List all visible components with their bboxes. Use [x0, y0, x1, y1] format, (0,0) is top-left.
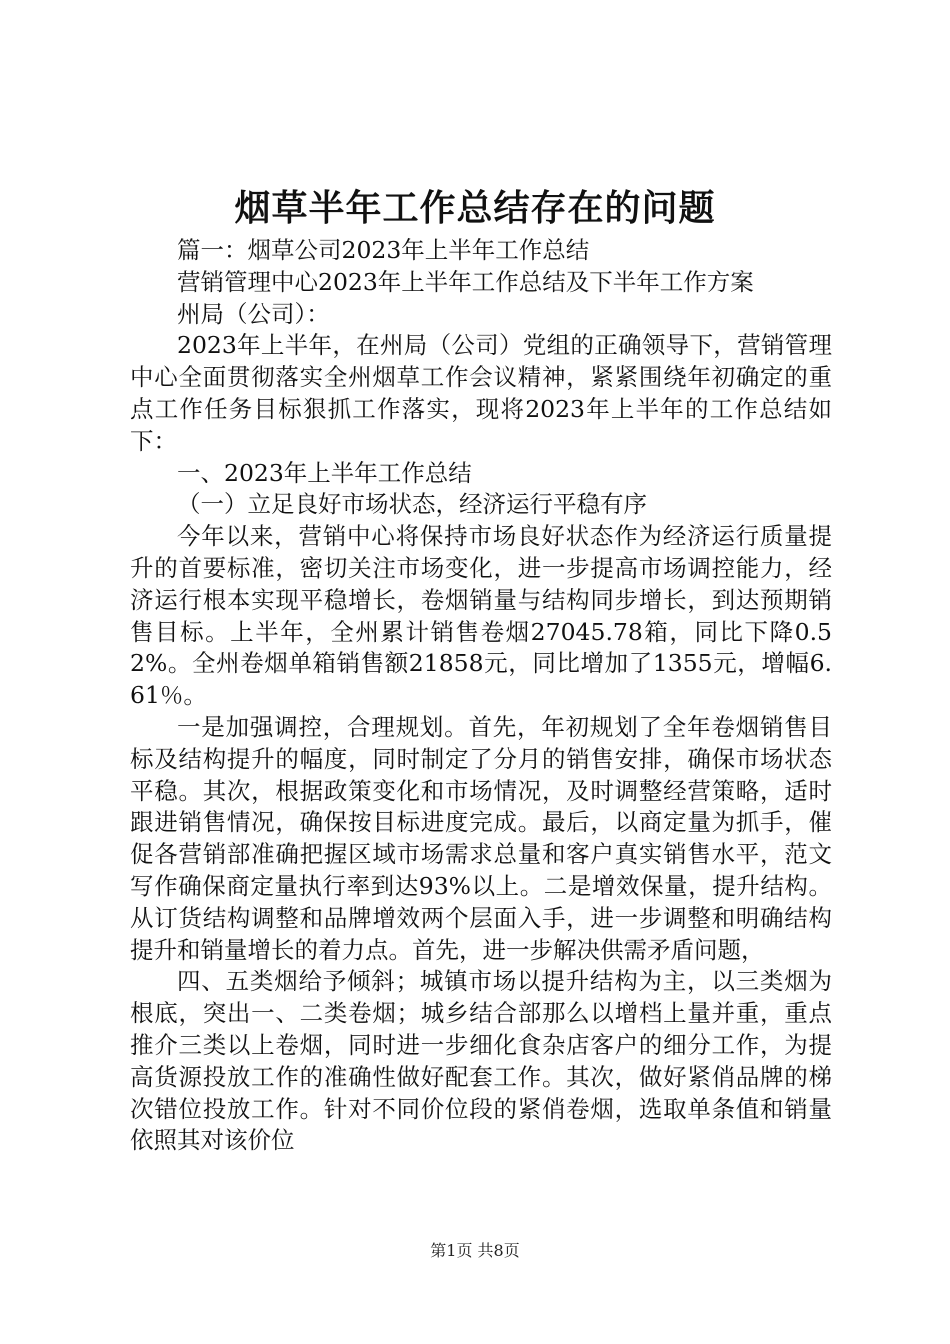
paragraph-intro: 2023年上半年，在州局（公司）党组的正确领导下，营销管理中心全面贯彻落实全州烟草工作会议精神，紧紧围绕年初确定的重点工作任务目标狠抓工作落实，现将2023年上半年的工作总结如下：	[130, 331, 832, 455]
document-title: 烟草半年工作总结存在的问题	[234, 187, 716, 229]
paragraph-salutation: 州局（公司）：	[177, 299, 330, 328]
paragraph-report-title: 营销管理中心2023年上半年工作总结及下半年工作方案	[177, 267, 754, 296]
paragraph-measures: 一是加强调控，合理规划。首先，年初规划了全年卷烟销售目标及结构提升的幅度，同时制定了分月的销售安排，确保市场状态平稳。其次，根据政策变化和市场情况，及时调整经营策略，适时跟进销售情况，确保按目标进度完成。最后，以商定量为抓手，催促各营销部准确把握区域市场需求总量和客户真实销售水平，范文写作确保商定量执行率到达93%以上。二是增效保量，提升结构。从订货结构调整和品牌增效两个层面入手，进一步调整和明确结构提升和销量增长的着力点。首先，进一步解决供需矛盾问题，	[130, 712, 832, 964]
page-number: 第1页 共8页	[430, 1241, 520, 1260]
paragraph-market-overview: 今年以来，营销中心将保持市场良好状态作为经济运行质量提升的首要标准，密切关注市场变化，进一步提高市场调控能力，经济运行根本实现平稳增长，卷烟销量与结构同步增长，到达预期销售目标。上半年，全州累计销售卷烟27045.78箱，同比下降0.52%。全州卷烟单箱销售额21858元，同比增加了1355元，增幅6.61％。	[130, 522, 832, 710]
paragraph-section-heading: 一、2023年上半年工作总结	[177, 458, 472, 487]
paragraph-market-tiers: 四、五类烟给予倾斜；城镇市场以提升结构为主，以三类烟为根底，突出一、二类卷烟；城乡结合部那么以增档上量并重，重点推介三类以上卷烟，同时进一步细化食杂店客户的细分工作，为提高货源投放工作的准确性做好配套工作。其次，做好紧俏品牌的梯次错位投放工作。针对不同价位段的紧俏卷烟，选取单条值和销量依照其对该价位	[130, 967, 832, 1155]
paragraph-subsection-heading: （一）立足良好市场状态，经济运行平稳有序	[177, 490, 647, 519]
paragraph-article-heading: 篇一：烟草公司2023年上半年工作总结	[177, 236, 590, 264]
document-body	[130, 235, 832, 1157]
